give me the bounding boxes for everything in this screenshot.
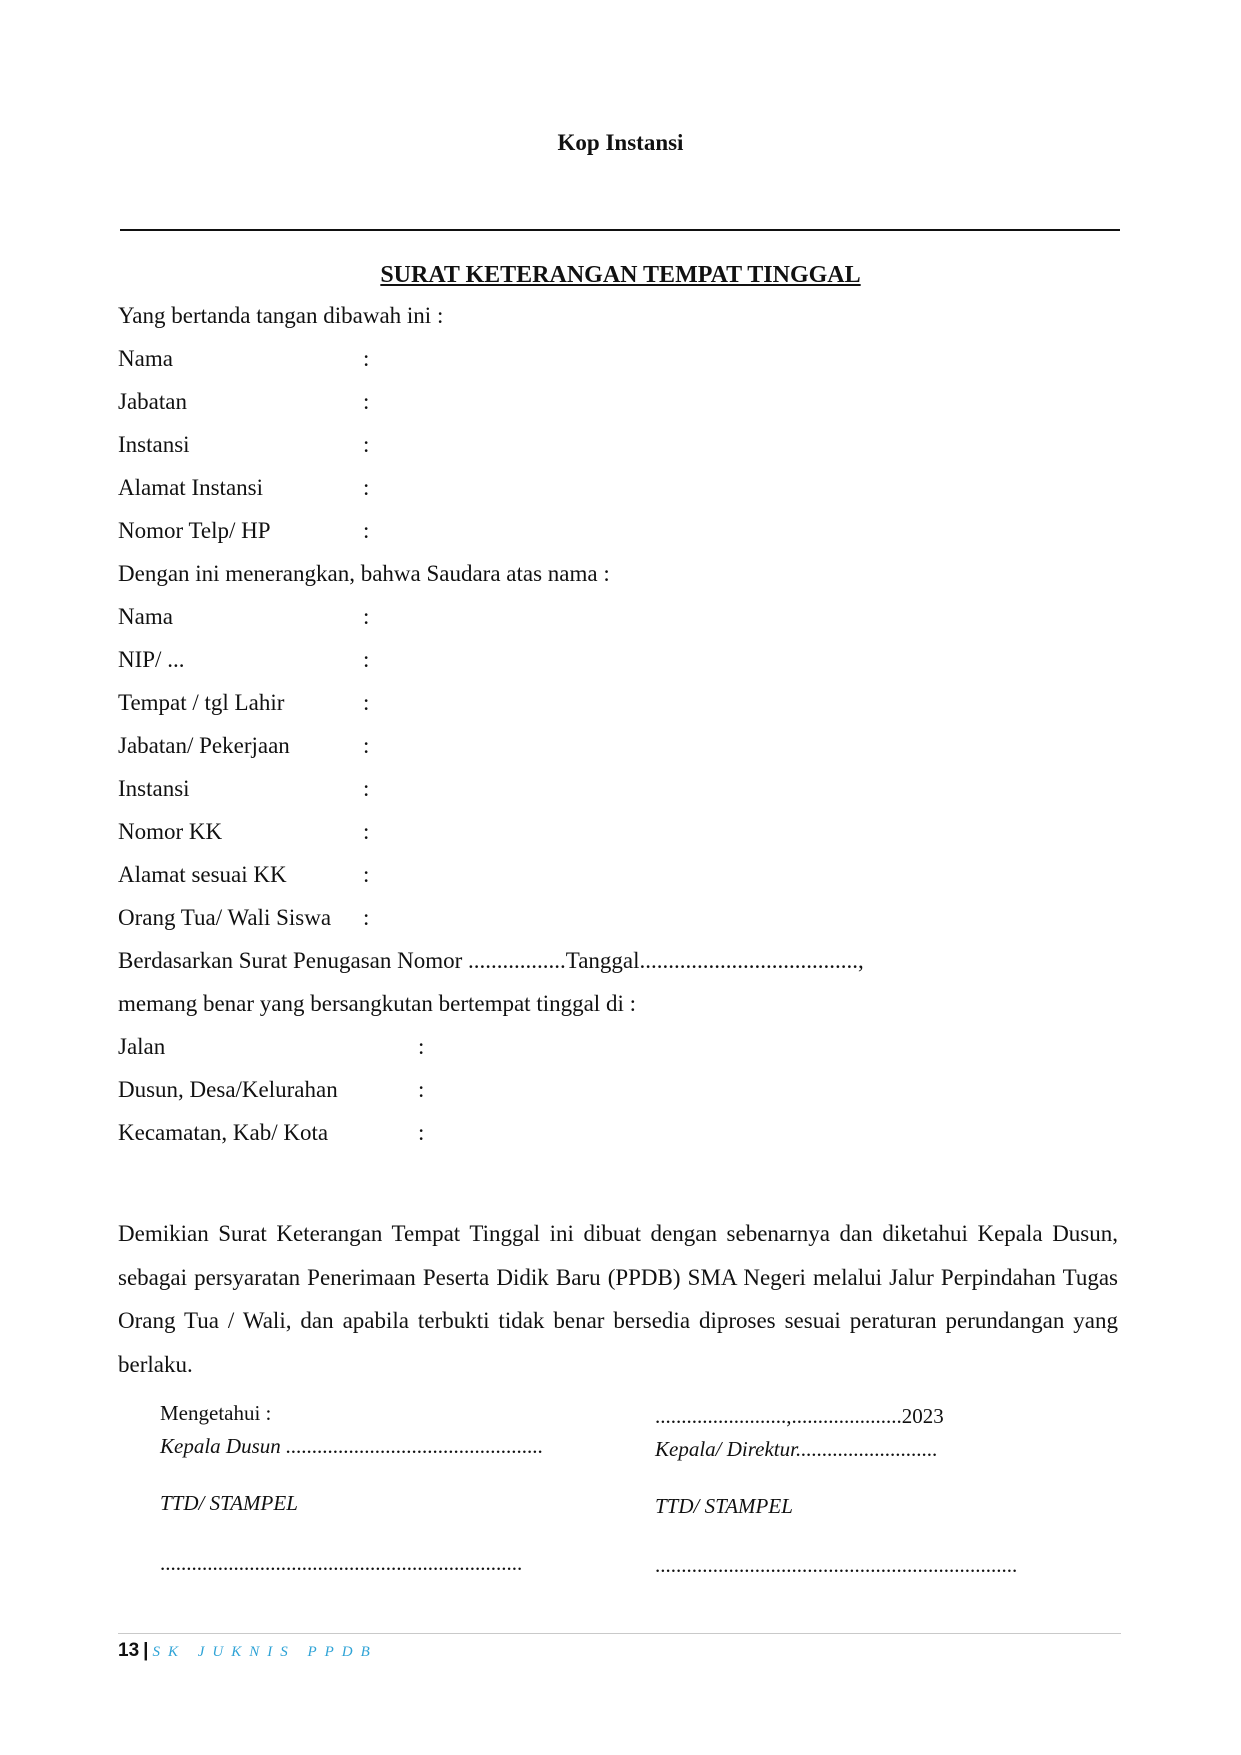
- field-colon: :: [363, 432, 370, 457]
- kop-instansi: Kop Instansi: [557, 130, 684, 155]
- signature-right-role: Kepala/ Direktur...........................: [655, 1437, 938, 1461]
- signature-left-stamp: TTD/ STAMPEL: [160, 1491, 298, 1515]
- field-label: Kecamatan, Kab/ Kota: [118, 1120, 329, 1145]
- field-colon: :: [363, 905, 370, 930]
- footer-separator: |: [143, 1640, 149, 1661]
- header-divider: [120, 229, 1120, 231]
- field-label: Alamat sesuai KK: [118, 862, 287, 887]
- signature-right-date: .........................,.....................2023: [655, 1404, 944, 1428]
- field-label: Jabatan/ Pekerjaan: [118, 733, 290, 758]
- intro-text: Yang bertanda tangan dibawah ini :: [118, 303, 444, 328]
- signature-right-stamp: TTD/ STAMPEL: [655, 1494, 793, 1518]
- field-label: Dusun, Desa/Kelurahan: [118, 1077, 338, 1102]
- field-colon: :: [363, 475, 370, 500]
- footer-text: SK JUKNIS PPDB: [152, 1644, 378, 1660]
- footer-divider: [118, 1633, 1121, 1634]
- field-label: Nama: [118, 346, 173, 371]
- field-colon: :: [363, 647, 370, 672]
- document-title: SURAT KETERANGAN TEMPAT TINGGAL: [380, 262, 861, 288]
- field-colon: :: [363, 389, 370, 414]
- field-colon: :: [363, 518, 370, 543]
- field-label: Instansi: [118, 776, 190, 801]
- signature-left-role: Kepala Dusun .................................................: [160, 1434, 544, 1458]
- field-colon: :: [363, 862, 370, 887]
- signature-left-name-line: .....................................................................: [160, 1551, 523, 1575]
- field-label: Jabatan: [118, 389, 187, 414]
- field-colon: :: [363, 776, 370, 801]
- signature-right-name-line: .....................................................................: [655, 1553, 1018, 1577]
- field-label: NIP/ ...: [118, 647, 185, 672]
- field-colon: :: [363, 604, 370, 629]
- signature-left-heading: Mengetahui :: [160, 1401, 272, 1425]
- field-label: Nama: [118, 604, 173, 629]
- field-label: Alamat Instansi: [118, 475, 263, 500]
- field-label: Instansi: [118, 432, 190, 457]
- field-colon: :: [363, 819, 370, 844]
- page-footer: [118, 1640, 378, 1662]
- field-label: Nomor Telp/ HP: [118, 518, 271, 543]
- field-label: Jalan: [118, 1034, 166, 1059]
- closing-paragraph: Demikian Surat Keterangan Tempat Tinggal ini dibuat dengan sebenarnya dan diketahui Kepala Dusun, sebagai persyaratan Penerimaan Peserta Didik Baru (PPDB) SMA Negeri melalui Jalur Perpindahan Tugas Orang Tua / Wali, dan apabila terbukti tidak benar bersedia diproses sesuai peraturan perundangan yang berlaku.: [118, 1221, 1118, 1377]
- field-colon: :: [363, 690, 370, 715]
- assignment-line: Berdasarkan Surat Penugasan Nomor .................Tanggal......................................,: [118, 948, 864, 973]
- page-number: 13: [118, 1640, 140, 1661]
- field-label: Tempat / tgl Lahir: [118, 690, 285, 715]
- subject-intro-text: Dengan ini menerangkan, bahwa Saudara atas nama :: [118, 561, 610, 586]
- field-colon: :: [418, 1120, 425, 1145]
- residence-intro-text: memang benar yang bersangkutan bertempat tinggal di :: [118, 991, 636, 1016]
- field-colon: :: [363, 346, 370, 371]
- field-colon: :: [418, 1077, 425, 1102]
- field-colon: :: [418, 1034, 425, 1059]
- field-colon: :: [363, 733, 370, 758]
- field-label: Nomor KK: [118, 819, 223, 844]
- field-label: Orang Tua/ Wali Siswa: [118, 905, 332, 930]
